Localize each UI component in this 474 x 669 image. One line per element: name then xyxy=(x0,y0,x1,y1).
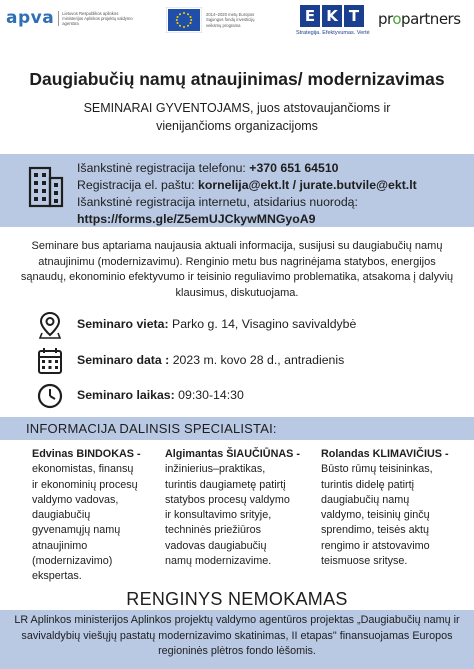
email-addresses[interactable]: kornelija@ekt.lt / jurate.butvile@ekt.lt xyxy=(197,178,417,192)
time-label: Seminaro laikas: xyxy=(77,388,175,402)
specialist-name: Algimantas ŠIAUČIŪNAS - xyxy=(165,448,300,460)
propartners-o: o xyxy=(392,10,402,28)
specialist-line: ekspertas. xyxy=(32,570,82,583)
specialist-line: Būsto rūmų teisininkas, xyxy=(321,463,433,476)
ekt-logo xyxy=(296,5,376,36)
building-icon xyxy=(28,164,64,208)
ekt-slogan: Strategija. Efektyvumas. Vertė xyxy=(296,30,370,36)
registration-link[interactable]: https://forms.gle/Z5emUJCkywMNGyoA9 xyxy=(77,212,316,226)
apva-logo xyxy=(6,8,140,28)
propartners-suffix: partners xyxy=(401,10,461,28)
date-label: Seminaro data : xyxy=(77,353,170,367)
propartners-prefix: pr xyxy=(378,10,393,28)
specialist-line: vadovas daugiabučių xyxy=(165,539,267,552)
registration-band xyxy=(0,154,474,227)
specialist-line: turintis daugiametę patirtį xyxy=(165,478,286,491)
specialist-3 xyxy=(321,447,449,569)
specialist-line: namų modernizavime. xyxy=(165,555,272,568)
specialist-line: daugiabučių namų xyxy=(321,493,410,506)
apva-wordmark: apva xyxy=(6,8,55,28)
page-subtitle: SEMINARAI GYVENTOJAMS, juos atstovaujančioms ir vienijančioms organizacijoms xyxy=(83,101,391,133)
email-label: Registracija el. paštu: xyxy=(77,178,195,192)
specialist-line: statybos procesų valdymo xyxy=(165,493,290,506)
page-title: Daugiabučių namų atnaujinimas/ modernizavimas xyxy=(29,69,445,89)
propartners-logo xyxy=(378,10,461,28)
specialist-name: Edvinas BINDOKAS - xyxy=(32,448,141,460)
place-row xyxy=(0,311,474,339)
eu-caption: 2014–2020 metų Europos Sąjungos fondų investicijų veiksmų programa xyxy=(206,12,255,28)
funding-note: LR Aplinkos ministerijos Aplinkos projektų valdymo agentūros projektas „Daugiabučių namų ir savivaldybių viešųjų pastatų modernizavimo skatinimas, II etapas" finansuojamas Europos regioninės plėtros fondo lėšomis. xyxy=(14,614,460,657)
calendar-icon xyxy=(37,347,63,375)
location-pin-icon xyxy=(37,311,63,339)
specialist-line: teismuose srityse. xyxy=(321,555,408,568)
time-value: 09:30-14:30 xyxy=(178,388,244,402)
logo-row xyxy=(0,0,474,42)
phone-line xyxy=(77,160,417,177)
free-event-heading: RENGINYS NEMOKAMAS xyxy=(126,589,348,609)
ekt-letter-k: K xyxy=(322,5,342,27)
specialist-line: (modernizavimo) xyxy=(32,555,113,568)
phone-label: Išankstinė registracija telefonu: xyxy=(77,161,246,175)
place-label: Seminaro vieta: xyxy=(77,317,169,331)
ekt-letter-e: E xyxy=(300,5,320,27)
time-row xyxy=(0,382,474,410)
date-value: 2023 m. kovo 28 d., antradienis xyxy=(172,353,345,367)
specialist-line: ir ekonominių procesų xyxy=(32,478,138,491)
specialist-line: atnaujinimo xyxy=(32,539,88,552)
specialists-heading: INFORMACIJA DALINSIS SPECIALISTAI: xyxy=(26,421,277,436)
specialist-line: gyvenamųjų namų xyxy=(32,524,121,537)
ekt-letter-t: T xyxy=(344,5,364,27)
specialist-name: Rolandas KLIMAVIČIUS - xyxy=(321,448,449,460)
specialist-line: inžinierius–praktikas, xyxy=(165,463,266,476)
specialist-line: ekonomistas, finansų xyxy=(32,463,134,476)
specialist-line: techninės priežiūros xyxy=(165,524,262,537)
registration-info xyxy=(77,160,417,228)
specialist-line: daugiabučių xyxy=(32,509,91,522)
date-row xyxy=(0,347,474,375)
internet-label: Išankstinė registracija internetu, atsidarius nuorodą: xyxy=(77,195,358,209)
specialist-line: valdymo vadovas, xyxy=(32,493,119,506)
specialist-1 xyxy=(32,447,141,585)
place-value: Parko g. 14, Visagino savivaldybė xyxy=(172,317,357,331)
specialist-line: turintis didelę patirtį xyxy=(321,478,415,491)
specialist-2 xyxy=(165,447,300,569)
specialist-line: ir konsultavimo srityje, xyxy=(165,509,272,522)
eu-logo xyxy=(166,7,270,33)
phone-number[interactable]: +370 651 64510 xyxy=(249,161,339,175)
eu-flag-icon xyxy=(166,7,202,33)
email-line xyxy=(77,177,417,194)
specialists-band xyxy=(0,417,474,440)
clock-icon xyxy=(37,382,63,410)
apva-caption: Lietuvos Respublikos aplinkos ministerijos Aplinkos projektų valdymo agentūra xyxy=(58,11,140,26)
specialist-line: valdymo, teisinių ginčų xyxy=(321,509,430,522)
specialist-line: rengimo ir atstovavimo xyxy=(321,539,430,552)
seminar-description: Seminare bus aptariama naujausia aktuali informacija, susijusi su daugiabučių namų atnaujinimu (modernizavimu). Renginio metu bus nagrinėjama statybos, energijos sąnaudų, ekonominio efektyvumo ir teisinio reguliavimo problematika, atsakoma į dalyvių klausimus, diskutuojama. xyxy=(20,240,454,299)
specialist-line: sprendimo, teisės aktų xyxy=(321,524,430,537)
